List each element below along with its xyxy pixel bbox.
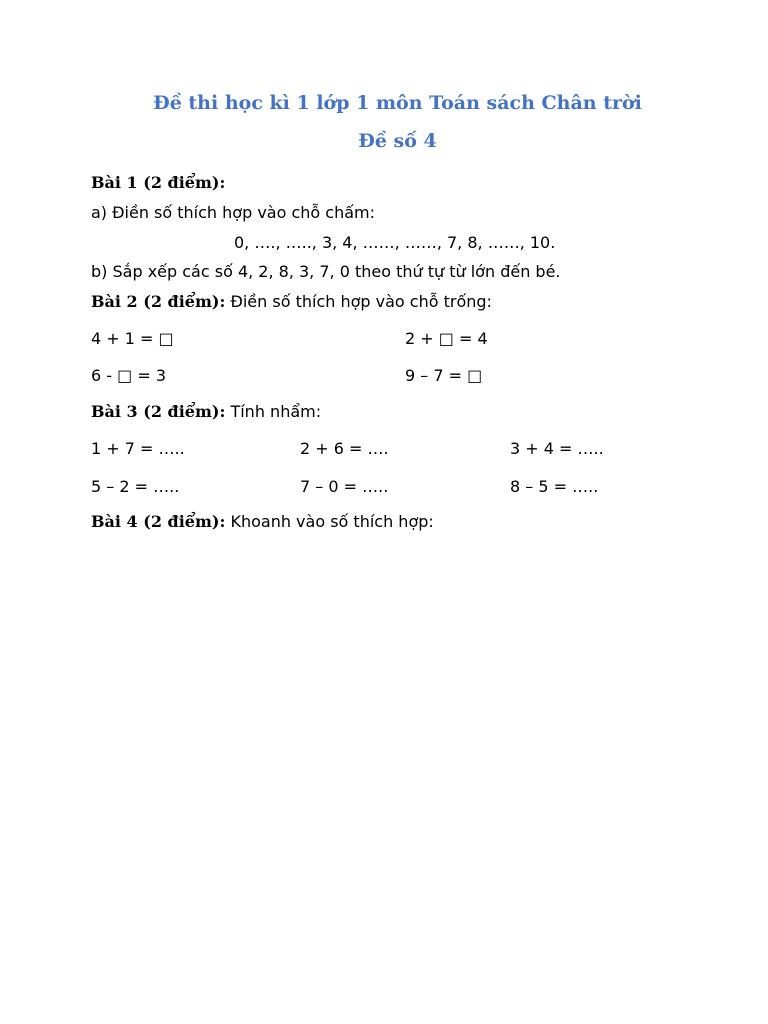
bai2-heading: Bài 2 (2 điểm): <box>91 292 226 311</box>
document-subtitle: Đề số 4 <box>358 130 437 152</box>
bai4-line <box>91 512 434 532</box>
bai4-instruction: Khoanh vào số thích hợp: <box>225 512 434 531</box>
bai2-cell: 4 + 1 = □ <box>91 329 174 348</box>
bai3-instruction: Tính nhẩm: <box>225 402 322 421</box>
bai3-cell: 1 + 7 = ….. <box>91 439 185 458</box>
bai3-cell: 3 + 4 = ….. <box>510 439 604 458</box>
bai3-cell: 5 – 2 = ….. <box>91 477 180 496</box>
bai1-part-b: b) Sắp xếp các số 4, 2, 8, 3, 7, 0 theo thứ tự từ lớn đến bé. <box>91 262 561 281</box>
document-title: Đề thi học kì 1 lớp 1 môn Toán sách Chân trời <box>153 92 642 114</box>
bai4-heading: Bài 4 (2 điểm): <box>91 512 226 531</box>
bai3-line <box>91 402 321 422</box>
bai2-cell: 2 + □ = 4 <box>405 329 488 348</box>
bai1-heading: Bài 1 (2 điểm): <box>91 173 226 192</box>
bai1-sequence: 0, …., ….., 3, 4, ……, ……, 7, 8, ……, 10. <box>234 233 556 252</box>
bai2-line <box>91 292 492 312</box>
bai1-part-a: a) Điền số thích hợp vào chỗ chấm: <box>91 203 375 222</box>
bai3-cell: 2 + 6 = …. <box>300 439 389 458</box>
bai2-instruction: Điền số thích hợp vào chỗ trống: <box>225 292 492 311</box>
bai3-cell: 7 – 0 = ….. <box>300 477 389 496</box>
bai2-cell: 6 - □ = 3 <box>91 366 166 385</box>
bai2-cell: 9 – 7 = □ <box>405 366 483 385</box>
bai3-cell: 8 – 5 = ….. <box>510 477 599 496</box>
bai3-heading: Bài 3 (2 điểm): <box>91 402 226 421</box>
